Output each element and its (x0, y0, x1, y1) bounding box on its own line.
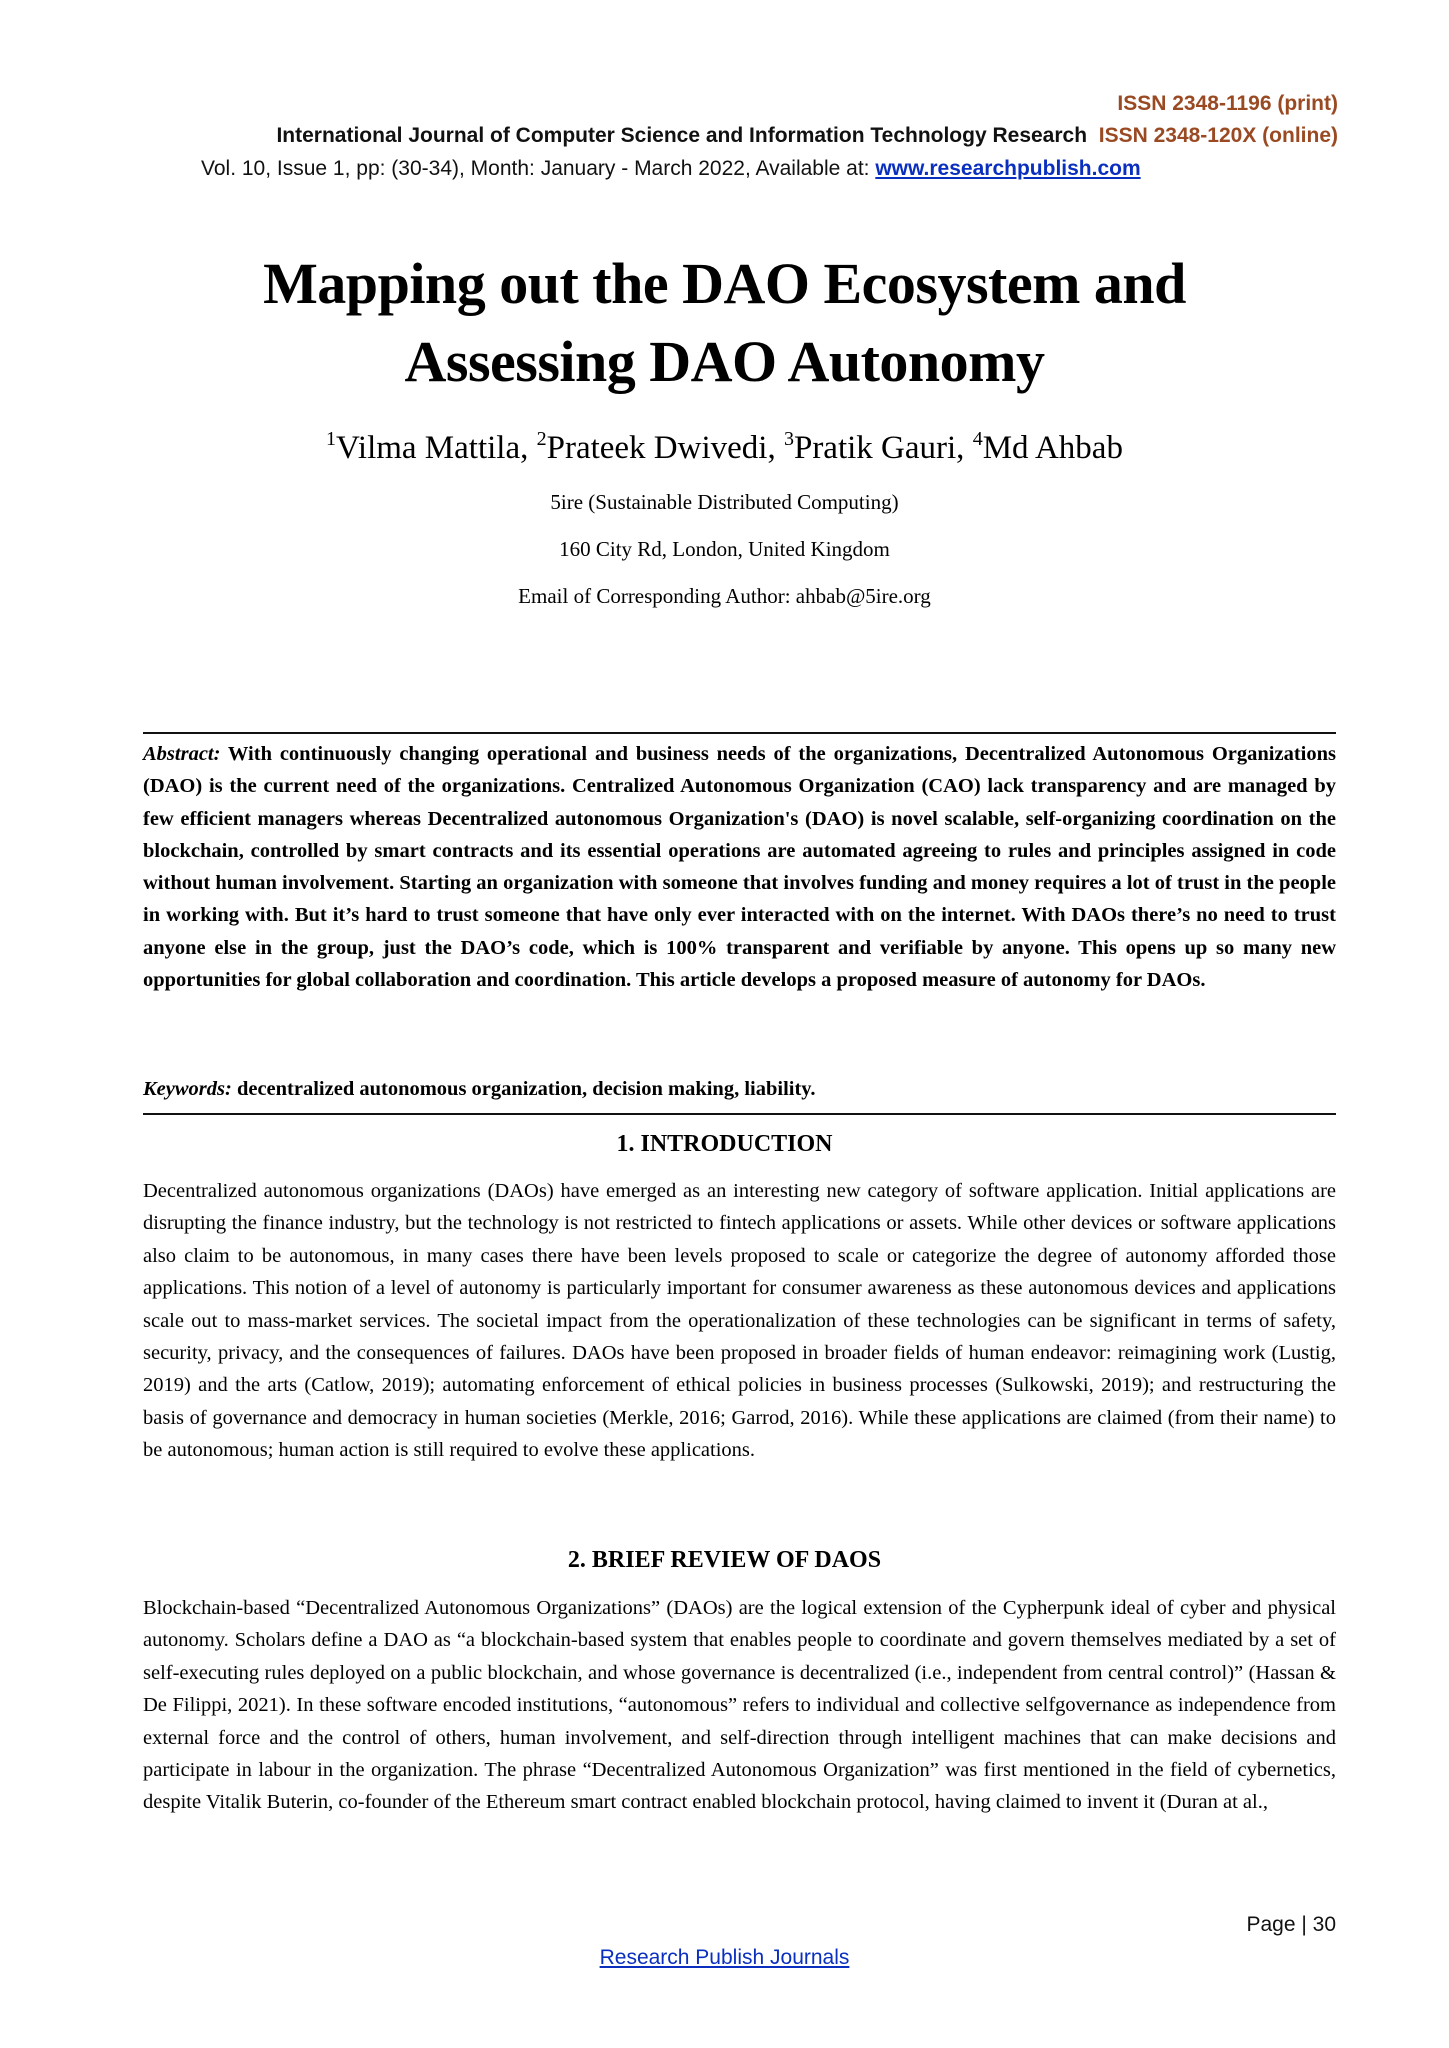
author-name: Md Ahbab (982, 430, 1123, 466)
journal-header-row (276, 120, 1338, 152)
author (784, 430, 973, 466)
author (973, 430, 1123, 466)
page-number: Page | 30 (1246, 1913, 1336, 1936)
website-link[interactable]: www.researchpublish.com (875, 157, 1141, 180)
issn-online-text: ISSN 2348-120X (online) (1098, 124, 1338, 147)
abstract-top-divider (143, 732, 1336, 734)
author-index: 4 (972, 428, 983, 450)
section-heading-introduction: 1. INTRODUCTION (616, 1131, 833, 1157)
volume-info: Vol. 10, Issue 1, pp: (30-34), Month: January - March 2022, Available at: (201, 157, 876, 180)
section-body-brief-review: Blockchain-based “Decentralized Autonomous Organizations” (DAOs) are the logical extension of the Cypherpunk ideal of cyber and physical autonomy. Scholars define a DAO as “a blockchain-based system that enables people to coordinate and govern themselves mediated by a set of self-executing rules deployed on a public blockchain, and whose governance is decentralized (i.e., independent from central control)” (Hassan & De Filippi, 2021). In these software encoded institutions, “autonomous” refers to individual and collective selfgovernance as independence from external force and the control of others, human involvement, and self-direction through intelligent machines that can make decisions and participate in labour in the organization. The phrase “Decentralized Autonomous Organization” was first mentioned in the field of cybernetics, despite Vitalik Buterin, co-founder of the Ethereum smart contract enabled blockchain protocol, having claimed to invent it (Duran at al., (143, 1597, 1336, 1814)
title-line-2: Assessing DAO Autonomy (404, 329, 1045, 394)
publisher-link[interactable]: Research Publish Journals (599, 1946, 850, 1969)
volume-info-row (201, 153, 1141, 185)
issn-print: ISSN 2348-1196 (print) (1117, 92, 1338, 115)
paper-title (0, 245, 1449, 401)
title-line-1: Mapping out the DAO Ecosystem and (263, 251, 1186, 316)
corresponding-email: Email of Corresponding Author: ahbab@5ire.org (518, 584, 931, 608)
affiliation: 5ire (Sustainable Distributed Computing) (550, 490, 899, 514)
abstract-label: Abstract: (143, 743, 221, 765)
issn-online (1093, 124, 1338, 147)
keywords-label: Keywords: (143, 1078, 232, 1100)
author (537, 430, 784, 466)
author-index: 1 (326, 428, 337, 450)
section-body-introduction: Decentralized autonomous organizations (DAOs) have emerged as an interesting new category of software application. Initial applications are disrupting the finance industry, but the technology is not restricted to fintech applications or assets. While other devices or software applications also claim to be autonomous, in many cases there have been levels proposed to scale or categorize the degree of autonomy afforded those applications. This notion of a level of autonomy is particularly important for consumer awareness as these autonomous devices and applications scale out to mass-market services. The societal impact from the operationalization of these technologies can be significant in terms of safety, security, privacy, and the consequences of failures. DAOs have been proposed in broader fields of human endeavor: reimagining work (Lustig, 2019) and the arts (Catlow, 2019); automating enforcement of ethical policies in business processes (Sulkowski, 2019); and restructuring the basis of governance and democracy in human societies (Merkle, 2016; Garrod, 2016). While these applications are claimed (from their name) to be autonomous; human action is still required to evolve these applications. (143, 1180, 1336, 1462)
abstract-text: With continuously changing operational and business needs of the organizations, Decentralized Autonomous Organizations (DAO) is the current need of the organizations. Centralized Autonomous Organization (CAO) lack transparency and are managed by few efficient managers whereas Decentralized autonomous Organization's (DAO) is novel scalable, self-organizing coordination on the blockchain, controlled by smart contracts and its essential operations are automated agreeing to rules and principles assigned in code without human involvement. Starting an organization with someone that involves funding and money requires a lot of trust in the people in working with. But it’s hard to trust someone that have only ever interacted with on the internet. With DAOs there’s no need to trust anyone else in the group, just the DAO’s code, which is 100% transparent and verifiable by anyone. This opens up so many new opportunities for global collaboration and coordination. This article develops a proposed measure of autonomy for DAOs. (143, 743, 1336, 992)
author-name: Pratik Gauri, (793, 430, 973, 466)
keywords (143, 1073, 1336, 1105)
journal-name: International Journal of Computer Science and Information Technology Research (276, 124, 1088, 147)
abstract-bottom-divider (143, 1113, 1336, 1115)
author-name: Vilma Mattila, (336, 430, 537, 466)
author-index: 3 (783, 428, 794, 450)
address: 160 City Rd, London, United Kingdom (559, 537, 890, 561)
footer (0, 1943, 1449, 1973)
abstract (143, 738, 1336, 996)
author-name: Prateek Dwivedi, (546, 430, 784, 466)
keywords-text: decentralized autonomous organization, decision making, liability. (231, 1078, 816, 1100)
author-index: 2 (536, 428, 547, 450)
section-heading-brief-review: 2. BRIEF REVIEW OF DAOS (567, 1547, 882, 1573)
author-list (0, 428, 1449, 468)
author (326, 430, 537, 466)
